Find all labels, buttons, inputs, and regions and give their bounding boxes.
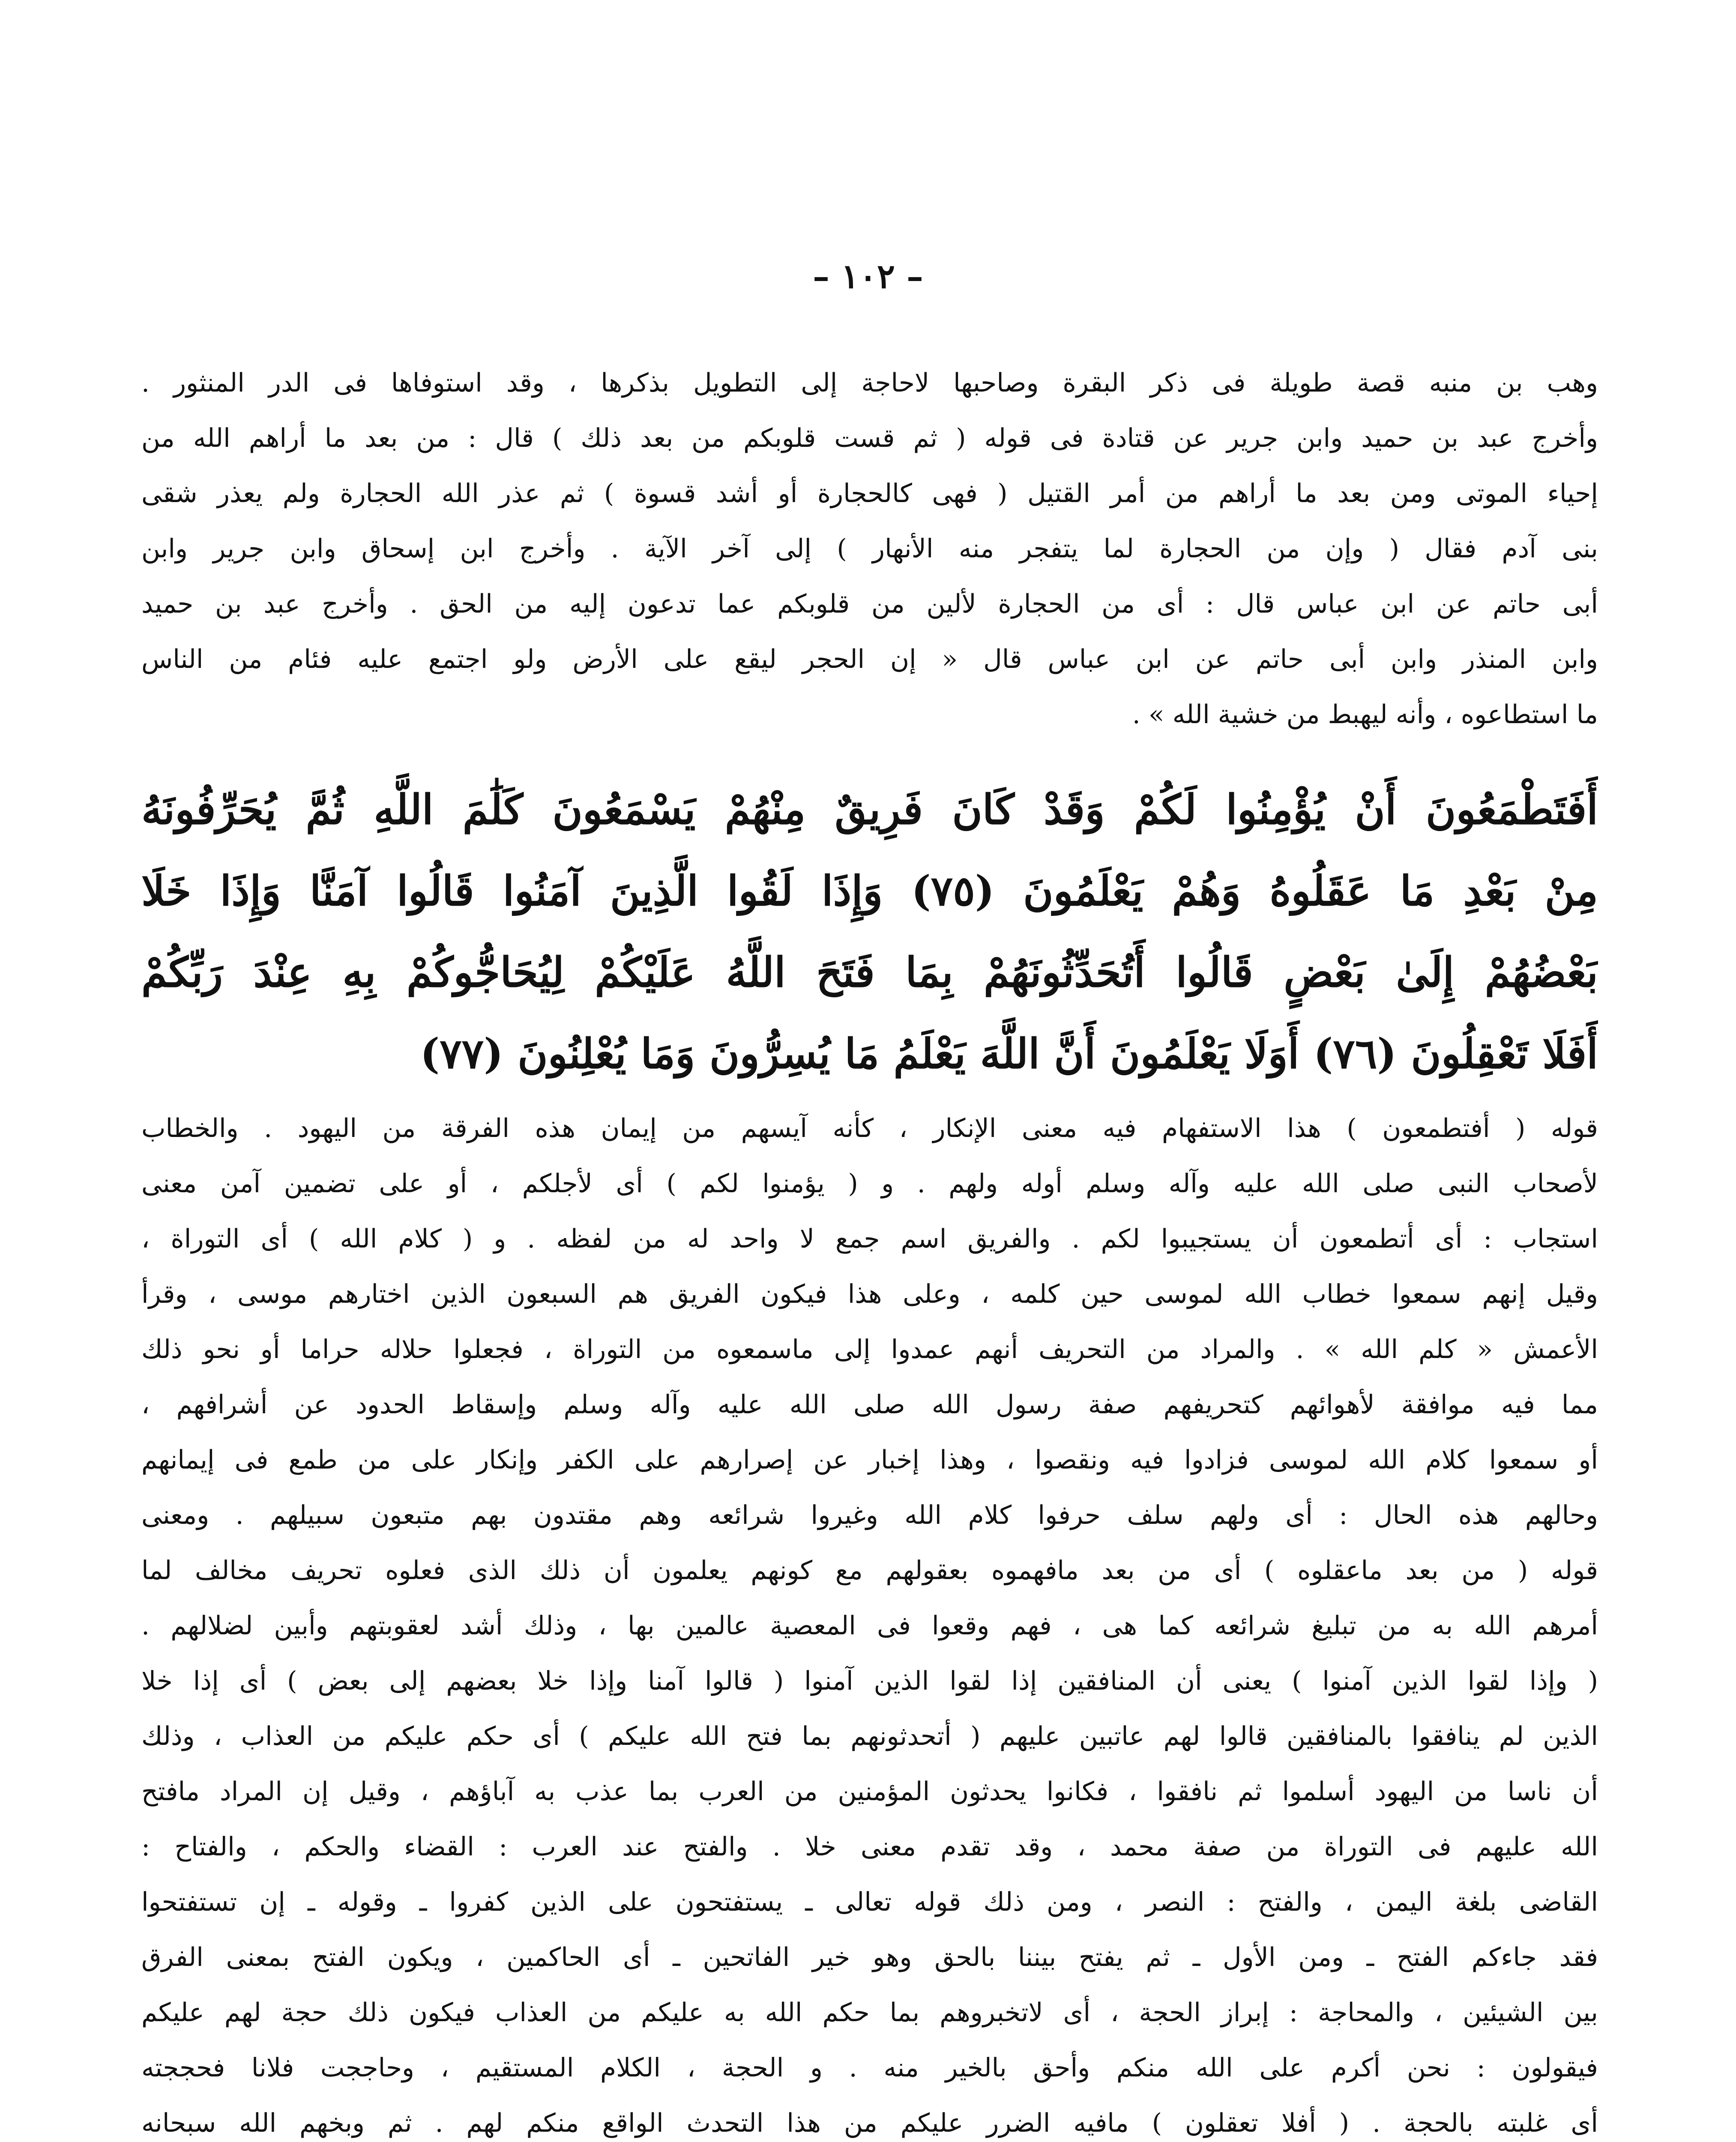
text-line: أى غلبته بالحجة . ( أفلا تعقلون ) مافيه الضرر عليكم من هذا التحدث الواقع منكم لهم . ثم وبخهم الله سبحانه [141,2108,1598,2138]
verse-line: مِنْ بَعْدِ مَا عَقَلُوهُ وَهُمْ يَعْلَمُونَ (٧٥) وَإِذَا لَقُوا الَّذِينَ آمَنُوا قَالُوا آمَنَّا وَإِذَا خَلَا [141,867,1598,915]
text-line: فقد جاءكم الفتح ـ ومن الأول ـ ثم يفتح بيننا بالحق وهو خير الفاتحين ـ أى الحاكمين ، ويكون الفتح بمعنى الفرق [141,1942,1598,1972]
text-line: وهب بن منبه قصة طويلة فى ذكر البقرة وصاحبها لاحاجة إلى التطويل بذكرها ، وقد استوفاها فى الدر المنثور . [141,368,1598,398]
commentary-paragraph [141,1101,1598,2142]
text-line: وقيل إنهم سمعوا خطاب الله لموسى حين كلمه ، وعلى هذا فيكون الفريق هم السبعون الذين اختارهم موسى ، وقرأ [141,1279,1598,1309]
text-line: ما استطاعوه ، وأنه ليهبط من خشية الله » . [1132,700,1598,730]
text-line: وحالهم هذه الحال : أى ولهم سلف حرفوا كلام الله وغيروا شرائعه وهم مقتدون بهم متبعون سبيلهم . ومعنى [141,1500,1598,1530]
text-line: بنى آدم فقال ( وإن من الحجارة لما يتفجر منه الأنهار ) إلى آخر الآية . وأخرج ابن إسحاق وابن جرير وابن [141,534,1598,564]
verse-line: أَفَتَطْمَعُونَ أَنْ يُؤْمِنُوا لَكُمْ وَقَدْ كَانَ فَرِيقٌ مِنْهُمْ يَسْمَعُونَ كَلَٰمَ اللَّهِ ثُمَّ يُحَرِّفُونَهُ [141,785,1598,834]
text-line: أمرهم الله به من تبليغ شرائعه كما هى ، فهم وقعوا فى المعصية عالمين بها ، وذلك أشد لعقوبتهم وأبين لضلالهم . [141,1611,1598,1641]
page-number: – ١٠٢ – [813,257,923,296]
text-line: مما فيه موافقة لأهوائهم كتحريفهم صفة رسول الله صلى الله عليه وآله وسلم وإسقاط الحدود عن أشرافهم ، [141,1390,1598,1420]
text-line: إحياء الموتى ومن بعد ما أراهم من أمر القتيل ( فهى كالحجارة أو أشد قسوة ) ثم عذر الله الحجارة ولم يعذر شقى [141,479,1598,509]
text-line: ( وإذا لقوا الذين آمنوا ) يعنى أن المنافقين إذا لقوا الذين آمنوا ( قالوا آمنا وإذا خلا بعضهم إلى بعض ) أى إذا خلا [141,1666,1598,1696]
top-paragraph [141,356,1598,742]
text-line: أو سمعوا كلام الله لموسى فزادوا فيه ونقصوا ، وهذا إخبار عن إصرارهم على الكفر وإنكار على من طمع فى إيمانهم [141,1445,1598,1475]
quran-verses [141,769,1598,1095]
text-line: الله عليهم فى التوراة من صفة محمد ، وقد تقدم معنى خلا . والفتح عند العرب : القضاء والحكم ، والفتاح : [141,1832,1598,1862]
text-line: فيقولون : نحن أكرم على الله منكم وأحق بالخير منه . و الحجة ، الكلام المستقيم ، وحاججت فلانا فحججته [141,2053,1598,2083]
text-line: وأخرج عبد بن حميد وابن جرير عن قتادة فى قوله ( ثم قست قلوبكم من بعد ذلك ) قال : من بعد ما أراهم الله من [141,423,1598,453]
text-line: قوله ( أفتطمعون ) هذا الاستفهام فيه معنى الإنكار ، كأنه آيسهم من إيمان هذه الفرقة من اليهود . والخطاب [141,1113,1598,1143]
text-line: الذين لم ينافقوا بالمنافقين قالوا لهم عاتبين عليهم ( أتحدثونهم بما فتح الله عليكم ) أى حكم عليكم من العذاب ، وذلك [141,1721,1598,1751]
text-line: القاضى بلغة اليمن ، والفتح : النصر ، ومن ذلك قوله تعالى ـ يستفتحون على الذين كفروا ـ وقوله ـ إن تستفتحوا [141,1887,1598,1917]
text-line: استجاب : أى أتطمعون أن يستجيبوا لكم . والفريق اسم جمع لا واحد له من لفظه . و ( كلام الله ) أى التوراة ، [141,1224,1598,1254]
verse-line: بَعْضُهُمْ إِلَىٰ بَعْضٍ قَالُوا أَتُحَدِّثُونَهُمْ بِمَا فَتَحَ اللَّهُ عَلَيْكُمْ لِيُحَاجُّوكُمْ بِهِ عِنْدَ رَبِّكُمْ [141,948,1598,996]
verse-line: أَفَلَا تَعْقِلُونَ (٧٦) أَوَلَا يَعْلَمُونَ أَنَّ اللَّهَ يَعْلَمُ مَا يُسِرُّونَ وَمَا يُعْلِنُونَ (٧٧) [420,1029,1598,1078]
text-line: لأصحاب النبى صلى الله عليه وآله وسلم أوله ولهم . و ( يؤمنوا لكم ) أى لأجلكم ، أو على تضمين آمن معنى [141,1169,1598,1199]
text-line: وابن المنذر وابن أبى حاتم عن ابن عباس قال « إن الحجر ليقع على الأرض ولو اجتمع عليه فئام من الناس [141,644,1598,674]
text-line: أبى حاتم عن ابن عباس قال : أى من الحجارة لألين من قلوبكم عما تدعون إليه من الحق . وأخرج عبد بن حميد [141,589,1598,619]
text-line: الأعمش « كلم الله » . والمراد من التحريف أنهم عمدوا إلى ماسمعوه من التوراة ، فجعلوا حلاله حراما أو نحو ذلك [141,1334,1598,1364]
text-line: قوله ( من بعد ماعقلوه ) أى من بعد مافهموه بعقولهم مع كونهم يعلمون أن ذلك الذى فعلوه تحريف مخالف لما [141,1556,1598,1586]
text-line: بين الشيئين ، والمحاجة : إبراز الحجة ، أى لاتخبروهم بما حكم الله به عليكم من العذاب فيكون ذلك حجة لهم عليكم [141,1998,1598,2028]
text-line: أن ناسا من اليهود أسلموا ثم نافقوا ، فكانوا يحدثون المؤمنين من العرب بما عذب به آباؤهم ، وقيل إن المراد مافتح [141,1777,1598,1807]
